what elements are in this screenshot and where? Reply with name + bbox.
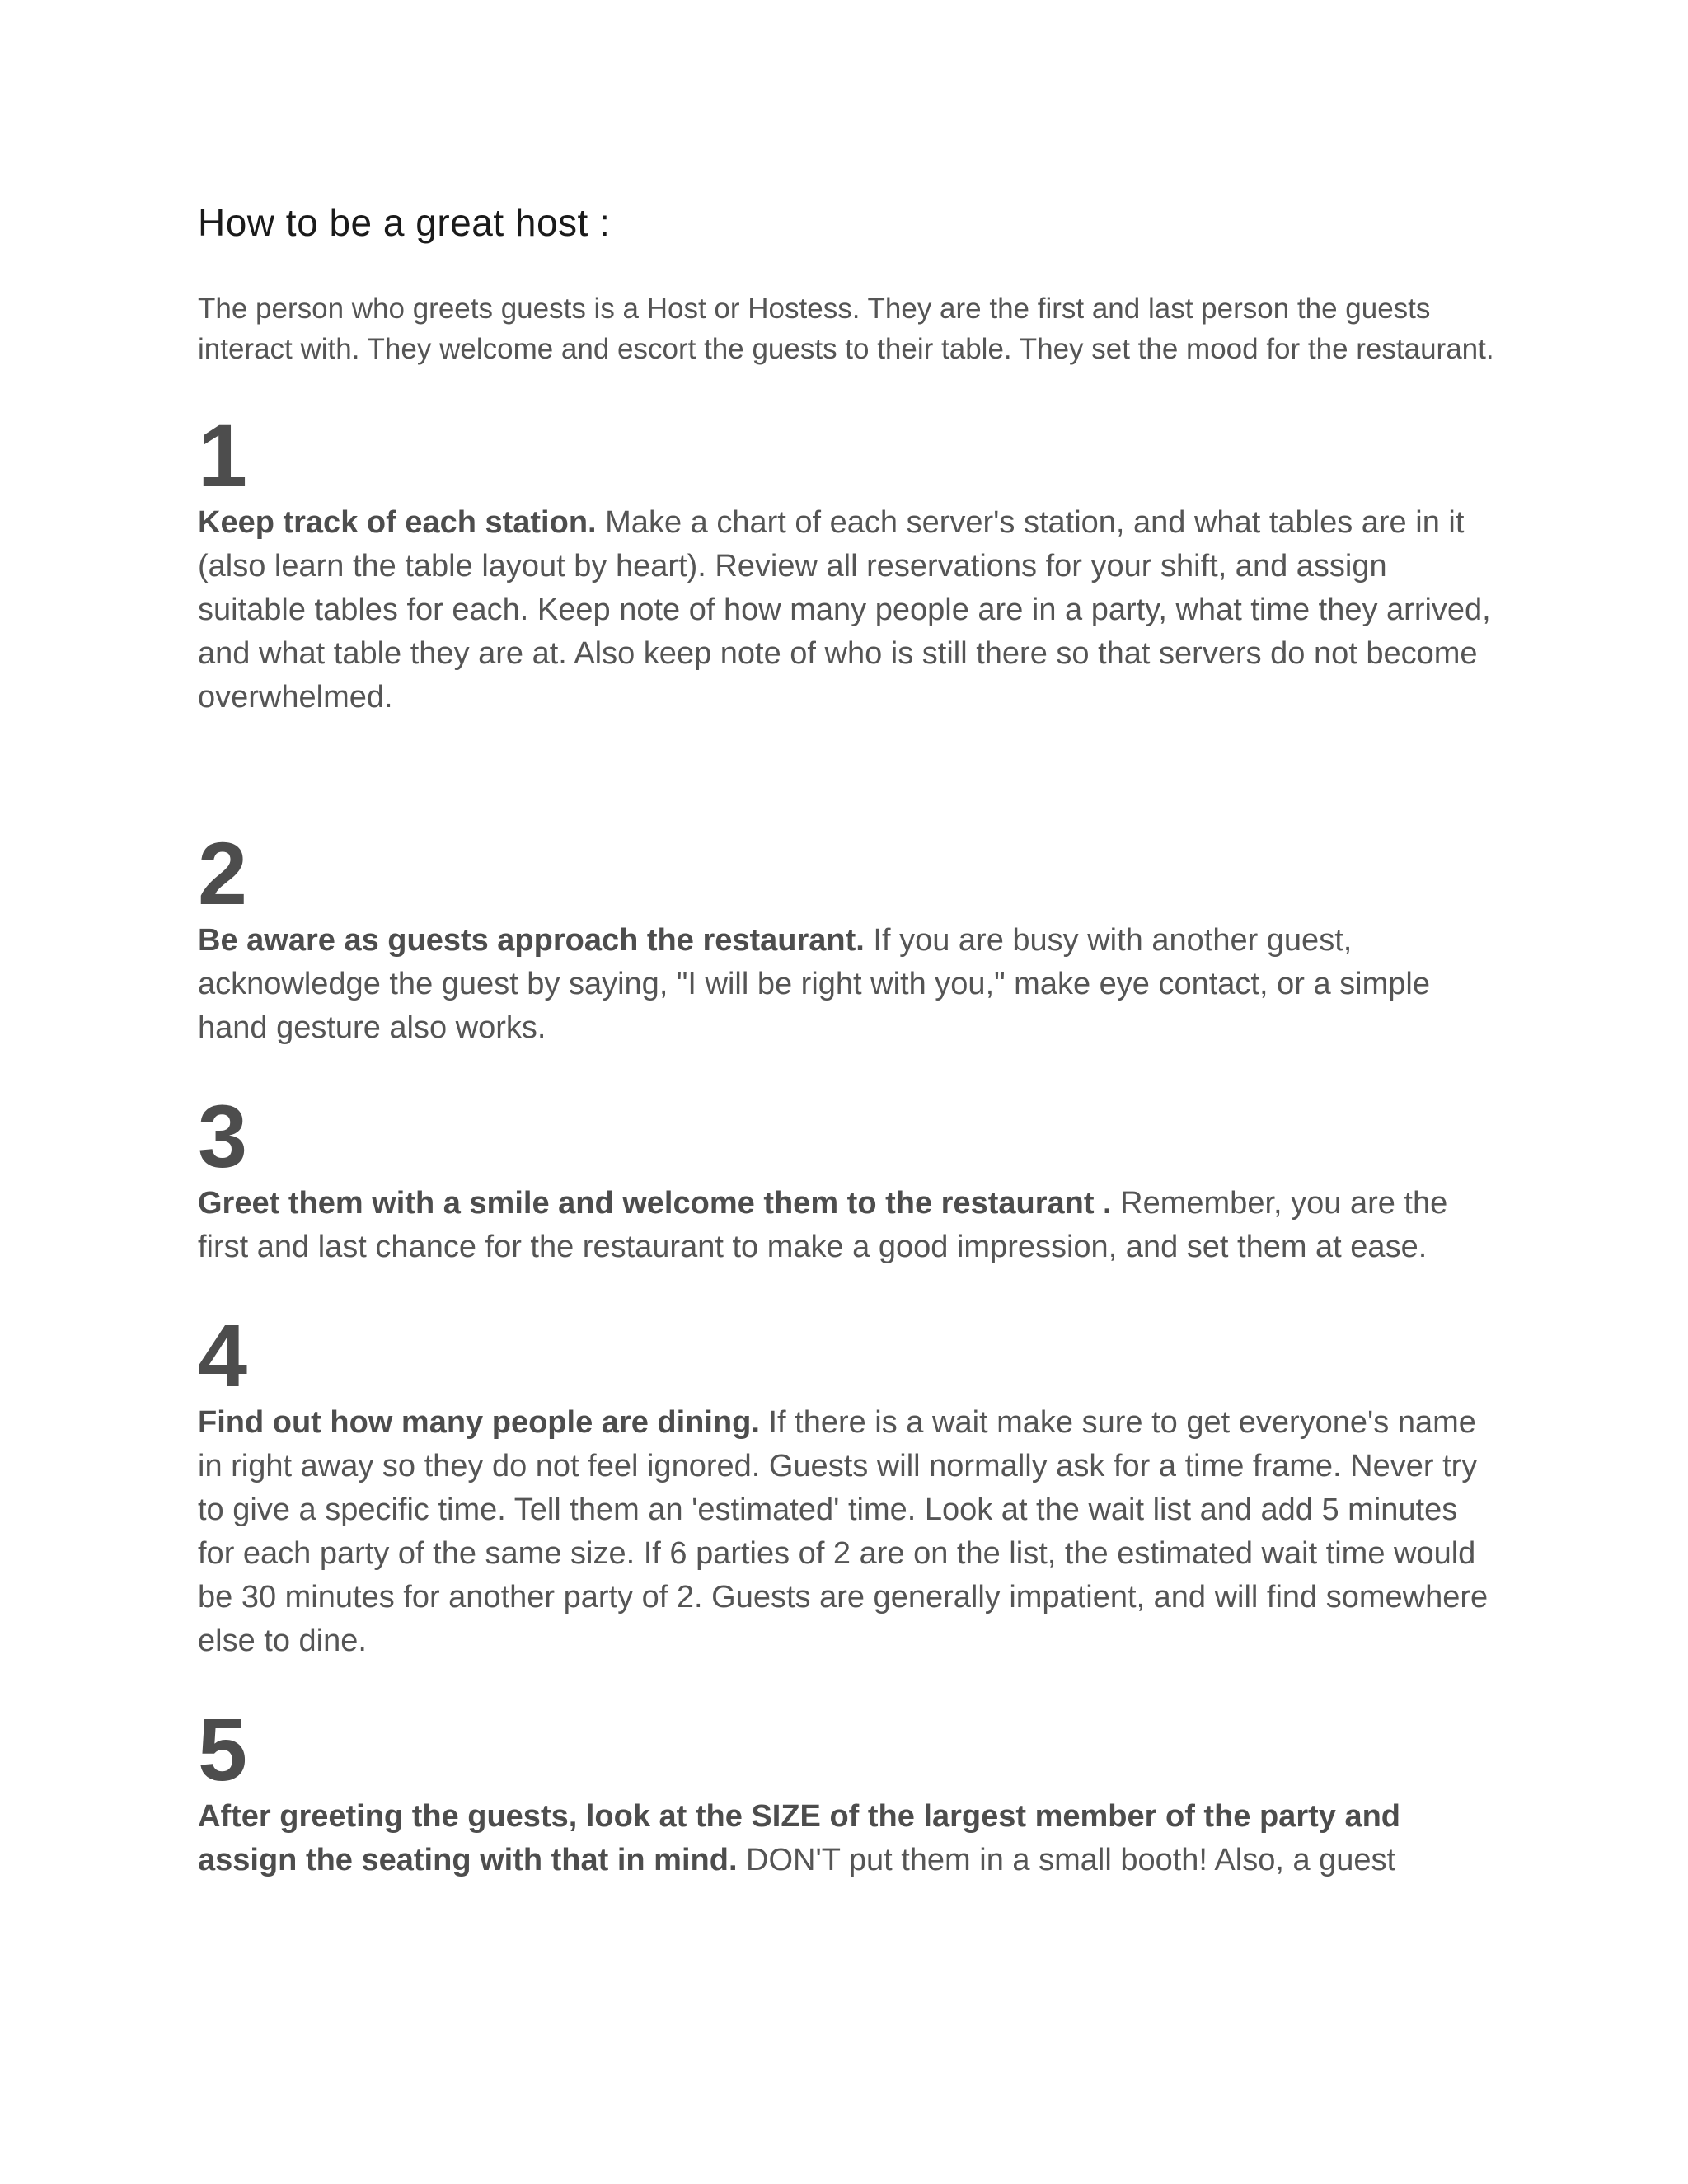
step-body: If you are busy with another guest, acknowledge the guest by saying, "I will be right with you," make eye contact, or a simple hand gesture also works. bbox=[198, 923, 1430, 1045]
intro-paragraph: The person who greets guests is a Host or Hostess. They are the first and last person the guests interact with. They welcome and escort the guests to their table. They set the mood for the restaurant. bbox=[198, 293, 1494, 365]
document-title: How to be a great host : bbox=[198, 201, 611, 244]
step-paragraph bbox=[198, 1795, 1500, 1882]
step-2 bbox=[198, 823, 1500, 1050]
step-lead: Keep track of each station. bbox=[198, 505, 597, 540]
step-lead: Find out how many people are dining. bbox=[198, 1405, 760, 1440]
step-number: 2 bbox=[198, 823, 248, 923]
step-body: Make a chart of each server's station, and what tables are in it (also learn the table layout by heart). Review all reservations for your shift, and assign suitable tables for each. Keep note of how many people are in a party, what time they arrived, and what table they are at. Also keep note of who is still there so that servers do not become overwhelmed. bbox=[198, 505, 1491, 715]
step-number: 1 bbox=[198, 405, 248, 505]
step-3 bbox=[198, 1086, 1500, 1269]
step-paragraph bbox=[198, 919, 1500, 1050]
step-body: DON'T put them in a small booth! Also, a guest bbox=[737, 1843, 1396, 1877]
step-lead: Greet them with a smile and welcome them to the restaurant . bbox=[198, 1186, 1112, 1221]
step-body: Remember, you are the first and last chance for the restaurant to make a good impression, and set them at ease. bbox=[198, 1186, 1448, 1264]
step-1 bbox=[198, 405, 1500, 719]
step-5 bbox=[198, 1699, 1500, 1882]
document-content bbox=[198, 198, 1500, 1882]
step-lead: After greeting the guests, look at the SIZE of the largest member of the party and assign the seating with that in mind. bbox=[198, 1799, 1401, 1877]
step-body: If there is a wait make sure to get everyone's name in right away so they do not feel ignored. Guests will normally ask for a time frame. Never try to give a specific time. Tell them an 'estimated' time. Look at the wait list and add 5 minutes for each party of the same size. If 6 parties of 2 are on the list, the estimated wait time would be 30 minutes for another party of 2. Guests are generally impatient, and will find somewhere else to dine. bbox=[198, 1405, 1489, 1658]
step-number: 5 bbox=[198, 1699, 248, 1799]
step-number: 4 bbox=[198, 1305, 248, 1405]
step-lead: Be aware as guests approach the restaurant. bbox=[198, 923, 865, 958]
step-number: 3 bbox=[198, 1086, 248, 1186]
step-paragraph bbox=[198, 501, 1500, 719]
step-paragraph bbox=[198, 1182, 1500, 1269]
step-4 bbox=[198, 1305, 1500, 1663]
step-paragraph bbox=[198, 1401, 1500, 1663]
